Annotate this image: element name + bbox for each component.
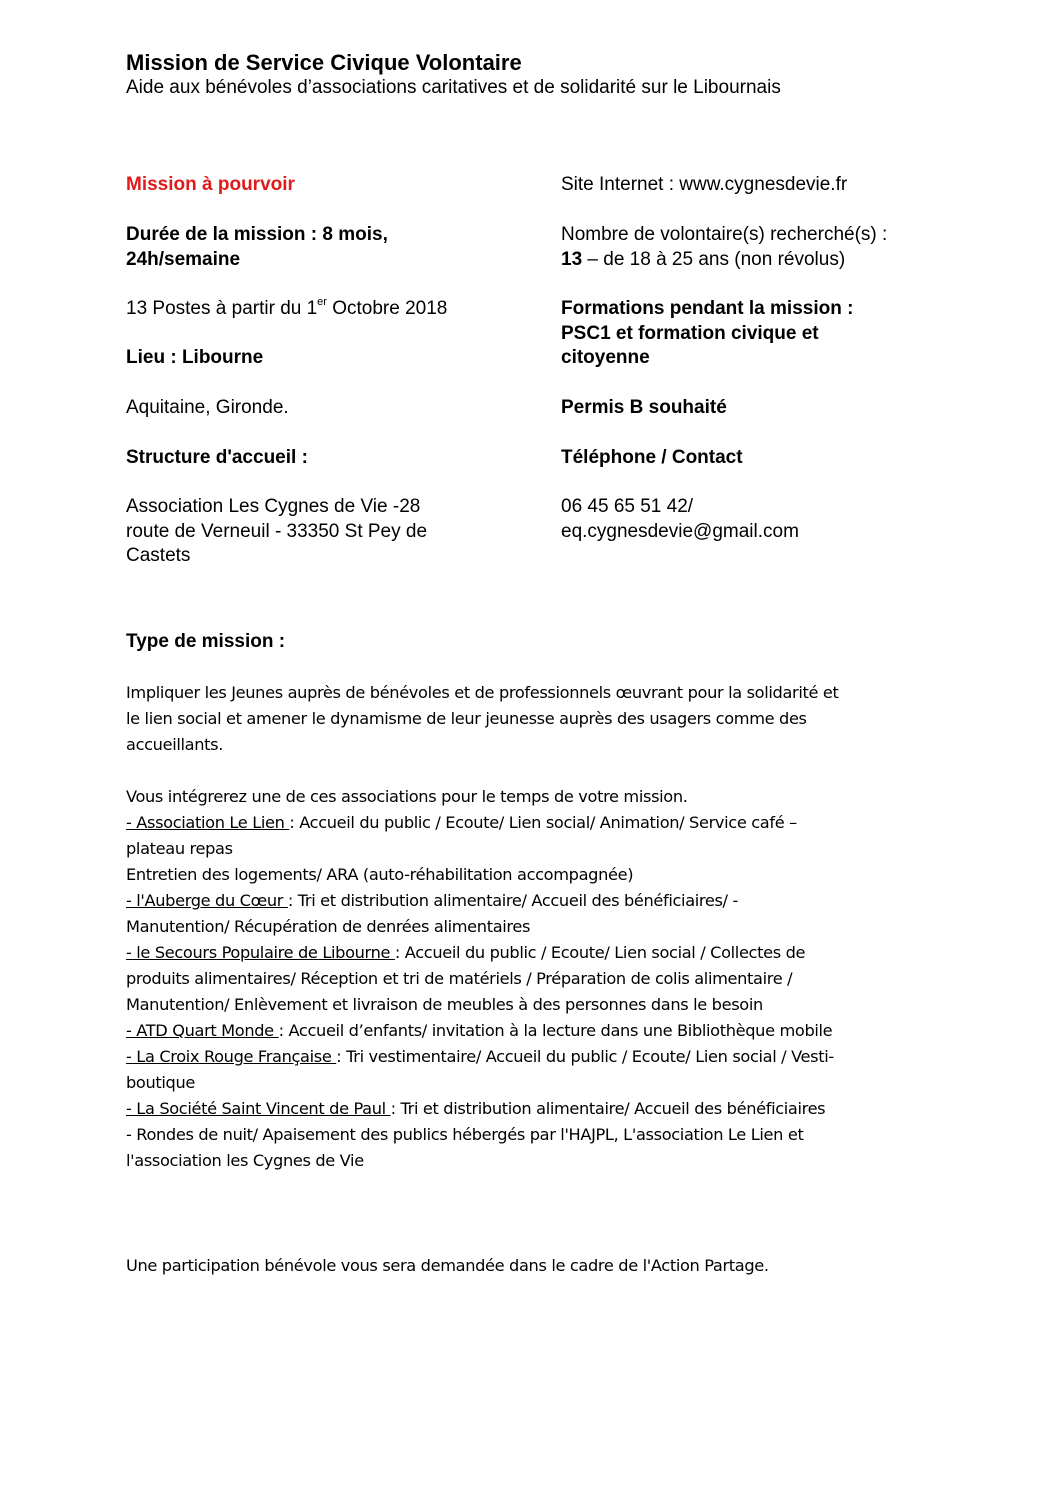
association-secours-populaire [126,940,936,966]
document-title: Mission de Service Civique Volontaire [126,50,522,75]
association-desc: : Tri et distribution alimentaire/ Accueil des bénéficiaires/ - [287,891,738,910]
volunteers-age: – de 18 à 25 ans (non révolus) [582,249,846,270]
volunteers-line2 [561,248,845,273]
address-line3: Castets [126,545,191,566]
association-name: - La Croix Rouge Française [126,1047,337,1066]
association-name: - l'Auberge du Cœur [126,891,288,910]
association-name: - le Secours Populaire de Libourne [126,943,395,962]
association-croix-rouge-cont: boutique [126,1073,195,1092]
association-saint-vincent-de-paul [126,1096,936,1122]
posts-text: 13 Postes à partir du 1 [126,298,318,319]
association-desc: : Accueil d’enfants/ invitation à la lecture dans une Bibliothèque mobile [278,1021,833,1040]
address-line2: route de Verneuil - 33350 St Pey de [126,521,428,542]
intro-line3: accueillants. [126,735,223,754]
address-line1: Association Les Cygnes de Vie -28 [126,496,421,517]
rondes-line2: l'association les Cygnes de Vie [126,1151,364,1170]
association-desc: : Tri vestimentaire/ Accueil du public / Ecoute/ Lien social / Vesti- [336,1047,834,1066]
association-desc: : Accueil du public / Ecoute/ Lien social/ Animation/ Service café – [289,813,797,832]
region: Aquitaine, Gironde. [126,397,289,418]
association-auberge-cont: Manutention/ Récupération de denrées alimentaires [126,917,531,936]
association-auberge-du-coeur [126,888,936,914]
training-line3: citoyenne [561,347,650,368]
association-le-lien [126,810,936,836]
association-name: - Association Le Lien [126,813,290,832]
association-desc: : Accueil du public / Ecoute/ Lien social / Collectes de [394,943,806,962]
volunteers-count: 13 [561,249,583,270]
structure-heading: Structure d'accueil : [126,447,308,468]
duration-line2: 24h/semaine [126,249,241,270]
association-name: - La Société Saint Vincent de Paul [126,1099,391,1118]
associations-intro: Vous intégrerez une de ces associations pour le temps de votre mission. [126,787,688,806]
duration-line1: Durée de la mission : 8 mois, [126,224,388,245]
association-croix-rouge [126,1044,936,1070]
participation-note-block [126,1253,936,1279]
website: Site Internet : www.cygnesdevie.fr [561,174,848,195]
mission-description [126,680,936,1174]
training-line1: Formations pendant la mission : [561,298,854,319]
intro-line1: Impliquer les Jeunes auprès de bénévoles et de professionnels œuvrant pour la solidarité et [126,683,839,702]
phone: 06 45 65 51 42/ [561,496,694,517]
association-secours-cont1: produits alimentaires/ Réception et tri de matériels / Préparation de colis alimentaire / [126,969,793,988]
association-secours-cont2: Manutention/ Enlèvement et livraison de meubles à des personnes dans le besoin [126,995,763,1014]
contact-heading: Téléphone / Contact [561,447,743,468]
training-line2: PSC1 et formation civique et [561,323,819,344]
posts-start-date [126,297,447,322]
document-subtitle: Aide aux bénévoles d’associations caritatives et de solidarité sur le Libournais [126,77,781,98]
rondes-line1: - Rondes de nuit/ Apaisement des publics hébergés par l'HAJPL, L'association Le Lien et [126,1125,804,1144]
association-le-lien-cont1: plateau repas [126,839,233,858]
posts-month: Octobre 2018 [326,298,448,319]
association-desc: : Tri et distribution alimentaire/ Accueil des bénéficiaires [390,1099,826,1118]
posts-ordinal: er [317,295,327,308]
association-le-lien-cont2: Entretien des logements/ ARA (auto-réhabilitation accompagnée) [126,865,634,884]
participation-note: Une participation bénévole vous sera demandée dans le cadre de l'Action Partage. [126,1256,769,1275]
volunteers-line1: Nombre de volontaire(s) recherché(s) : [561,224,888,245]
mission-type-heading: Type de mission : [126,631,286,652]
permit: Permis B souhaité [561,397,727,418]
association-atd-quart-monde [126,1018,936,1044]
lieu: Lieu : Libourne [126,347,264,368]
intro-line2: le lien social et amener le dynamisme de leur jeunesse auprès des usagers comme des [126,709,807,728]
email: eq.cygnesdevie@gmail.com [561,521,799,542]
association-name: - ATD Quart Monde [126,1021,279,1040]
mission-heading: Mission à pourvoir [126,174,295,195]
